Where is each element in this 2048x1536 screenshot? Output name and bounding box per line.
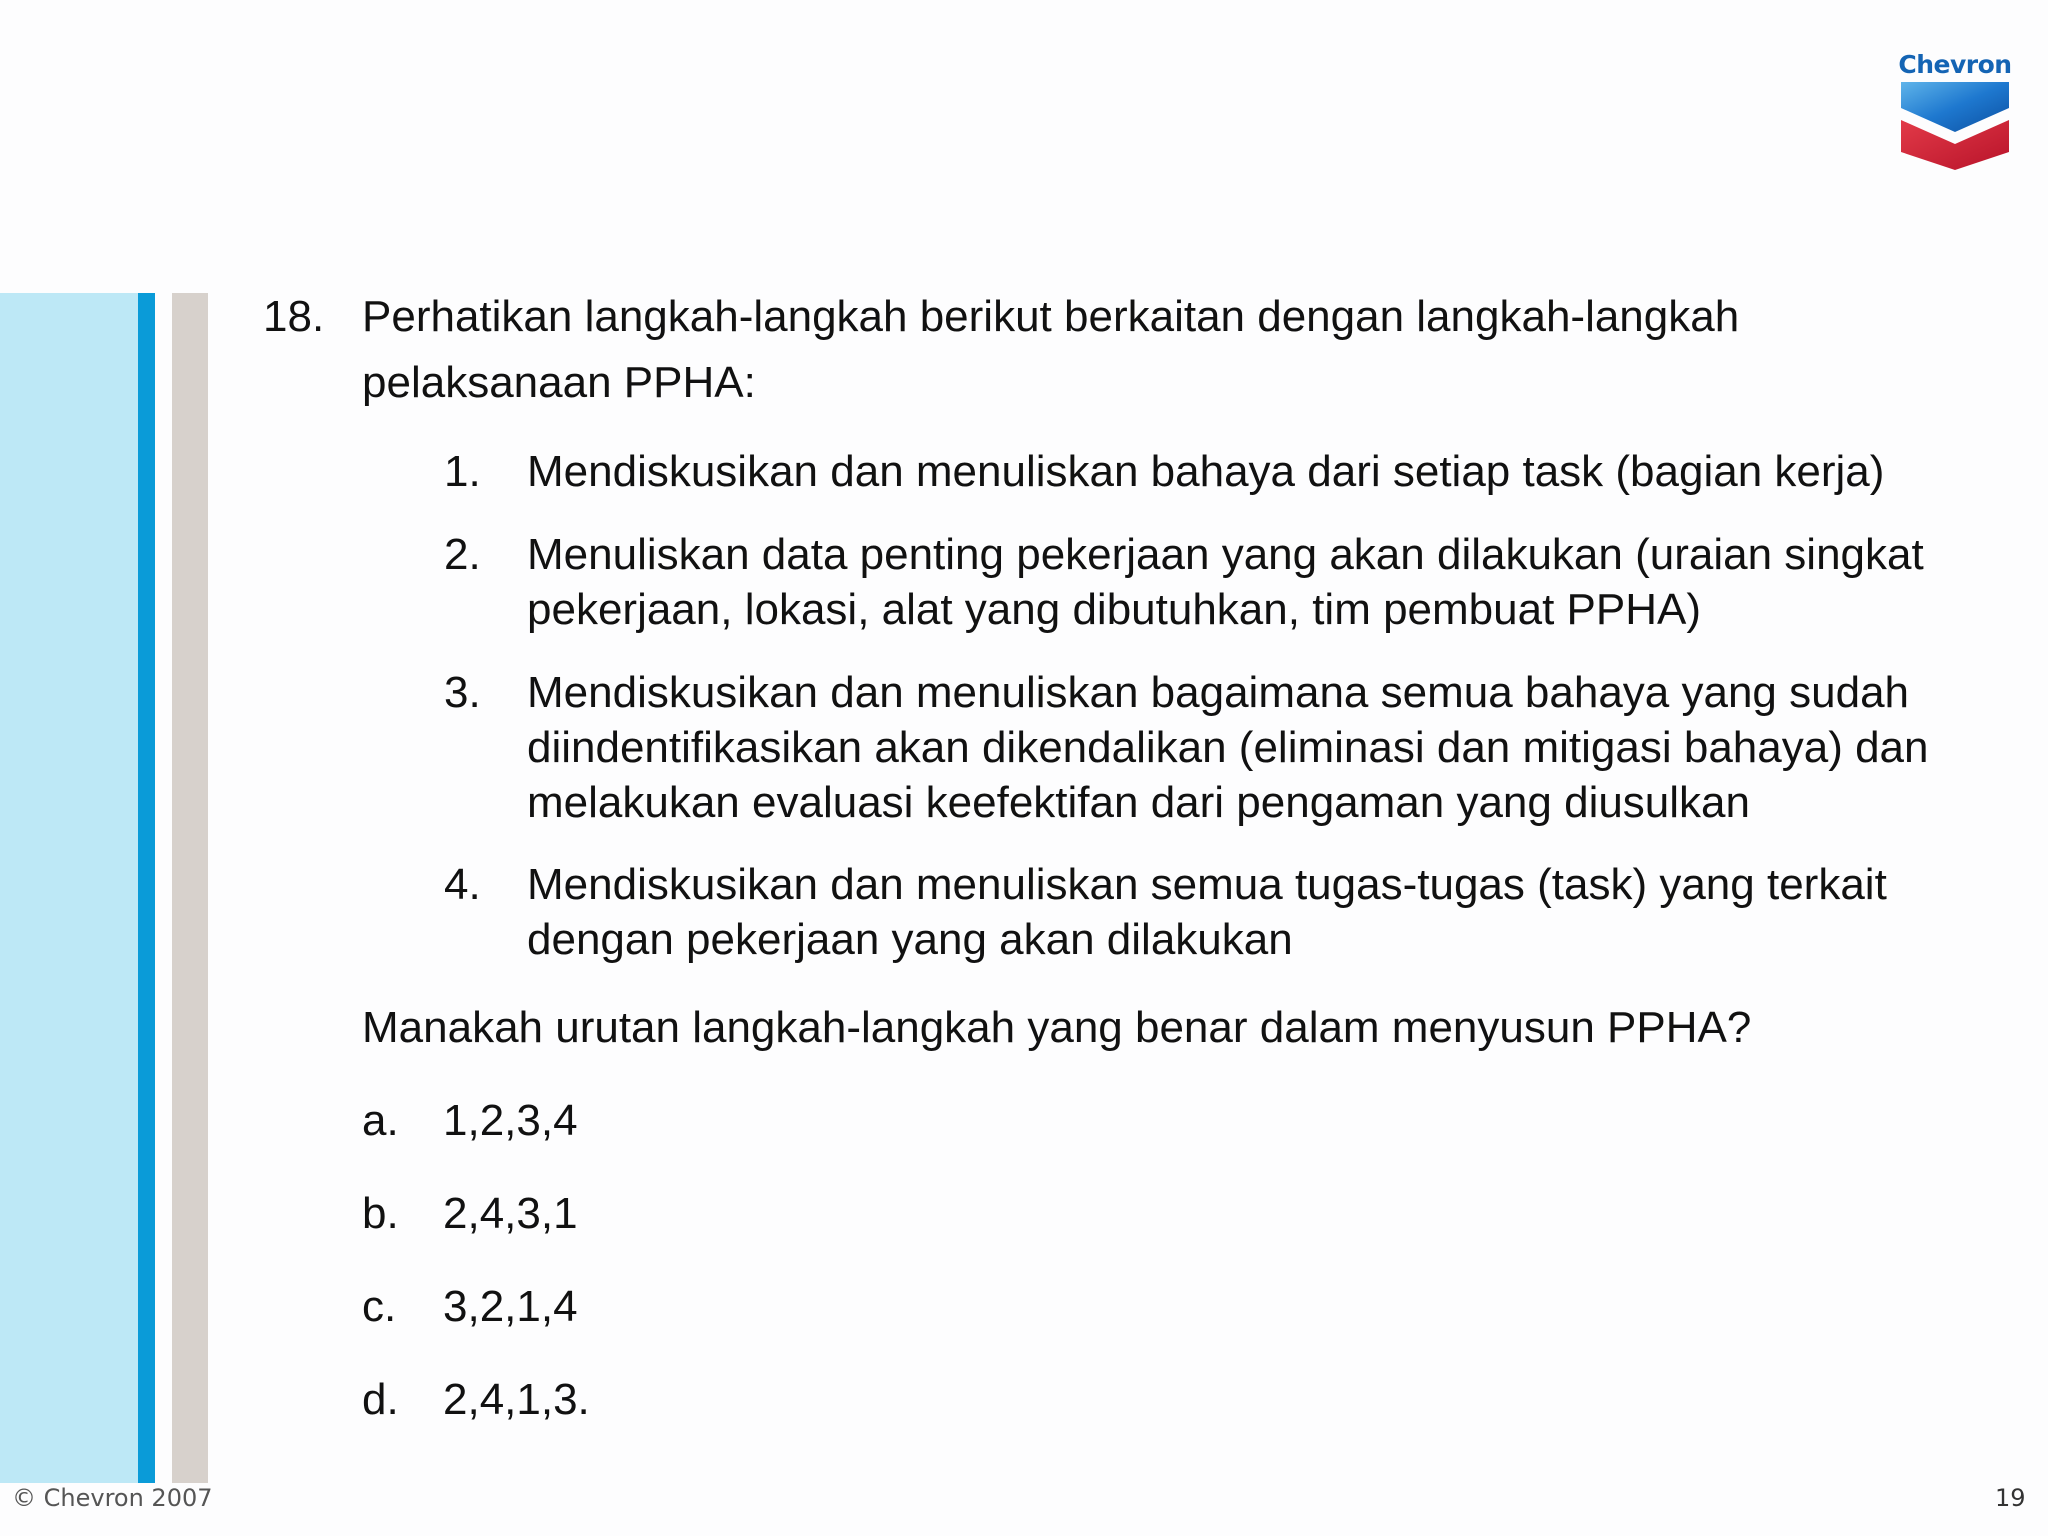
step-number: 2.: [444, 530, 481, 579]
question-prompt: Manakah urutan langkah-langkah yang benar dalam menyusun PPHA?: [362, 1003, 1752, 1052]
option-value: 1,2,3,4: [443, 1096, 578, 1145]
footer-copyright: © Chevron 2007: [12, 1484, 213, 1512]
page-number: 19: [1995, 1484, 2026, 1512]
option-letter: d.: [362, 1375, 399, 1424]
step-number: 1.: [444, 447, 481, 496]
step-text: Mendiskusikan dan menuliskan bahaya dari setiap task (bagian kerja): [527, 447, 1885, 496]
option-letter: c.: [362, 1282, 397, 1331]
option-letter: b.: [362, 1189, 399, 1238]
question-text-line1: Perhatikan langkah-langkah berikut berkaitan dengan langkah-langkah: [362, 292, 1740, 341]
question-number: 18.: [263, 292, 325, 341]
option-letter: a.: [362, 1096, 399, 1145]
question-text-line2: pelaksanaan PPHA:: [362, 358, 756, 407]
option-value: 2,4,3,1: [443, 1189, 578, 1238]
option-value: 2,4,1,3.: [443, 1375, 590, 1424]
step-text: Mendiskusikan dan menuliskan semua tugas-tugas (task) yang terkait dengan pekerjaan yang akan dilakukan: [527, 860, 1887, 964]
step-text: Menuliskan data penting pekerjaan yang akan dilakukan (uraian singkat pekerjaan, lokasi, alat yang dibutuhkan, tim pembuat PPHA): [527, 530, 1924, 634]
step-number: 4.: [444, 860, 481, 909]
logo-wordmark: Chevron: [1898, 50, 2012, 79]
step-number: 3.: [444, 668, 481, 717]
option-value: 3,2,1,4: [443, 1282, 578, 1331]
step-text: Mendiskusikan dan menuliskan bagaimana semua bahaya yang sudah diindentifikasikan akan dikendalikan (eliminasi dan mitigasi bahaya) dan melakukan evaluasi keefektifan dari pengaman yang diusulkan: [527, 668, 1929, 827]
